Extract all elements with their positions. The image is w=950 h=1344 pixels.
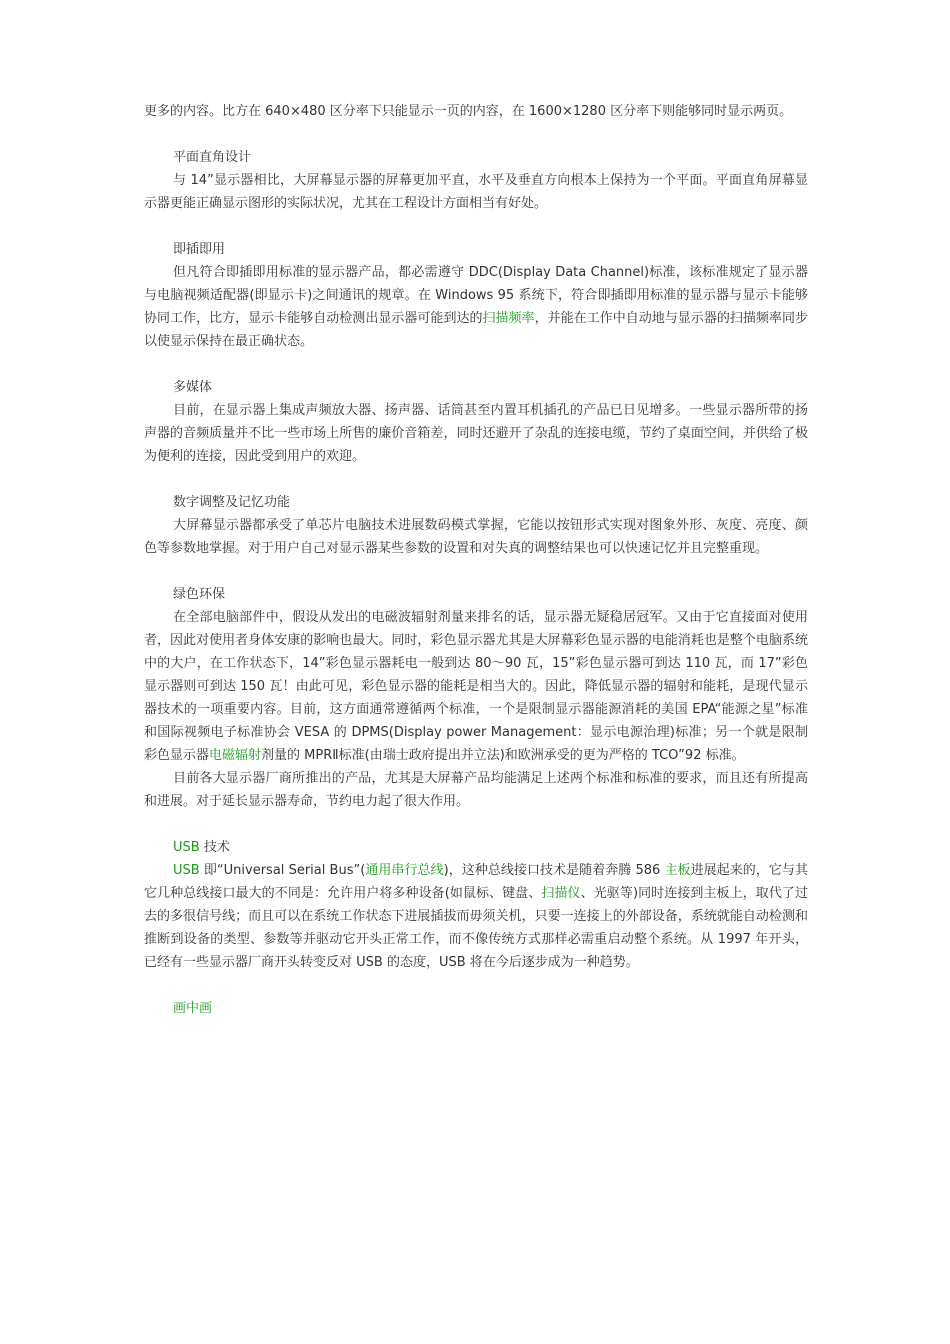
- plug-text-a: 但凡符合即插即用标准的显示器产品，都必需遵守 DDC(Display Data Channel)标准，该标准规定了显示器与电脑视频适配器(即显示卡)之间通讯的规章。在 Windows 95 系统下，符合即插即用标准的显示器与显示卡能够协同工作，比方，显示卡能够自动检测出显示器可能到达的: [144, 265, 808, 326]
- multimedia-section: [144, 376, 808, 468]
- plug-and-play-section: [144, 238, 808, 353]
- universal-serial-bus-link[interactable]: 通用串行总线: [365, 863, 444, 878]
- digital-adjust-paragraph: 大屏幕显示器都承受了单芯片电脑技术进展数码模式掌握，它能以按钮形式实现对图象外形、灰度、亮度、颜色等参数地掌握。对于用户自己对显示器某些参数的设置和对失真的调整结果也可以快速记忆并且完整重现。: [144, 518, 808, 556]
- multimedia-heading: 多媒体: [173, 380, 213, 395]
- digital-adjust-section: [144, 491, 808, 560]
- motherboard-link[interactable]: 主板: [664, 863, 691, 878]
- green-text-b: 剂量的 MPRⅡ标准(由瑞士政府提出并立法)和欧洲承受的更为严格的 TCO”92 标准。: [261, 748, 745, 763]
- usb-link[interactable]: USB: [173, 863, 200, 878]
- flat-design-paragraph: 与 14”显示器相比，大屏幕显示器的屏幕更加平直，水平及垂直方向根本上保持为一个平面。平面直角屏幕显示器更能正确显示图形的实际状况，尤其在工程设计方面相当有好处。: [144, 173, 808, 211]
- pip-heading[interactable]: 画中画: [173, 1001, 213, 1016]
- usb-text-1: 即“Universal Serial Bus”(: [199, 863, 366, 878]
- usb-heading-rest: 技术: [199, 840, 230, 855]
- usb-text-3: 进展起来的，它与其它几种总线接口最大的不同是：允许用户将多种设备(如鼠标、键盘、: [144, 863, 808, 901]
- scan-frequency-link[interactable]: 扫描频率: [482, 311, 535, 326]
- usb-heading-link[interactable]: USB: [173, 840, 200, 855]
- usb-heading: [144, 836, 808, 859]
- green-section: [144, 583, 808, 813]
- green-text-a: 在全部电脑部件中，假设从发出的电磁波辐射剂量来排名的话，显示器无疑稳居冠军。又由于它直接面对使用者，因此对使用者身体安康的影响也最大。同时，彩色显示器尤其是大屏幕彩色显示器的电能消耗也是整个电脑系统中的大户，在工作状态下，14”彩色显示器耗电一般到达 80～90 瓦，15”彩色显示器可到达 110 瓦，而 17”彩色显示器则可到达 150 瓦！由此可见，彩色显示器的能耗是相当大的。因此，降低显示器的辐射和能耗，是现代显示器技术的一项重要内容。目前，这方面通常遵循两个标准，一个是限制显示器能源消耗的美国 EPA“能源之星”标准和国际视频电子标准协会 VESA 的 DPMS(Display power Management：显示电源治理)标准；另一个就是限制彩色显示器: [144, 610, 808, 763]
- plug-text-b: ，并能在工作中自动地与显示器的扫描频率同步以使显示保持在最正确状态。: [144, 311, 808, 349]
- usb-paragraph: [144, 859, 808, 974]
- scanner-link[interactable]: 扫描仪: [541, 886, 581, 901]
- flat-design-section: [144, 146, 808, 215]
- multimedia-paragraph: 目前，在显示器上集成声频放大器、扬声器、话筒甚至内置耳机插孔的产品已日见增多。一些显示器所带的扬声器的音频质量并不比一些市场上所售的廉价音箱差，同时还避开了杂乱的连接电缆，节约了桌面空间，并供给了极为便利的连接，因此受到用户的欢迎。: [144, 403, 808, 464]
- intro-section: [144, 100, 808, 123]
- flat-design-heading: 平面直角设计: [173, 150, 252, 165]
- usb-section: [144, 836, 808, 974]
- green-paragraph-1: [144, 606, 808, 767]
- green-paragraph-2: 目前各大显示器厂商所推出的产品，尤其是大屏幕产品均能满足上述两个标准和标准的要求，而且还有所提高和进展。对于延长显示器寿命，节约电力起了很大作用。: [144, 771, 808, 809]
- usb-text-2: )，这种总线接口技术是随着奔腾 586: [443, 863, 665, 878]
- pip-section: [144, 997, 808, 1020]
- usb-text-4: 、光驱等)同时连接到主板上，取代了过去的多很信号线；而且可以在系统工作状态下进展插拔而毋须关机，只要一连接上的外部设备，系统就能自动检测和推断到设备的类型、参数等并驱动它开头正常工作，而不像传统方式那样必需重启动整个系统。从 1997 年开头，已经有一些显示器厂商开头转变反对 USB 的态度，USB 将在今后逐步成为一种趋势。: [144, 886, 808, 970]
- em-radiation-link[interactable]: 电磁辐射: [209, 748, 262, 763]
- green-heading: 绿色环保: [173, 587, 226, 602]
- plug-and-play-heading: 即插即用: [173, 242, 226, 257]
- intro-paragraph: 更多的内容。比方在 640×480 区分率下只能显示一页的内容，在 1600×1280 区分率下则能够同时显示两页。: [144, 104, 793, 119]
- document-page: [144, 100, 808, 1043]
- digital-adjust-heading: 数字调整及记忆功能: [173, 495, 291, 510]
- plug-and-play-paragraph: [144, 261, 808, 353]
